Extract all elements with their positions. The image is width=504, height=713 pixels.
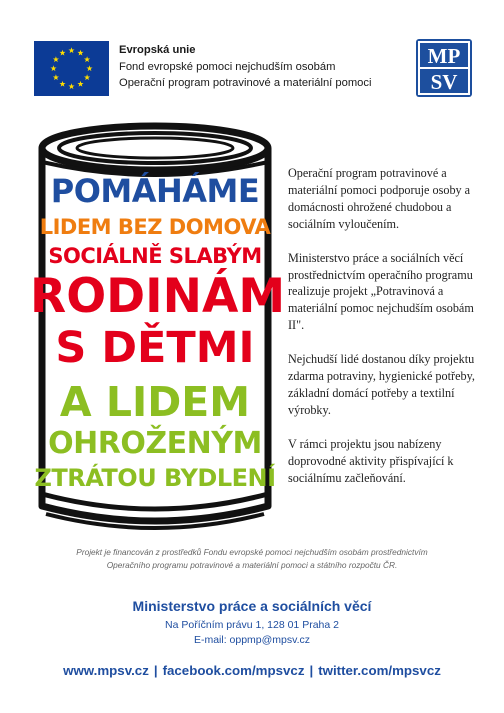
can-line-5: S DĚTMI [55, 323, 255, 373]
info-paragraph-2: Ministerstvo práce a sociálních věcí prostřednictvím operačního programu realizuje projekt „Potravinová a materiální pomoc nejchudším osobám II". [288, 250, 474, 333]
mpsv-logo-bottom: SV [430, 70, 458, 94]
can-line-8: ZTRÁTOU BYDLENÍ [34, 464, 276, 492]
mpsv-logo-top: MP [427, 44, 461, 68]
eu-star-icon [53, 56, 59, 62]
funding-disclaimer [20, 546, 484, 571]
eu-star-icon [59, 50, 65, 56]
web-links [0, 663, 504, 678]
ministry-name: Ministerstvo práce a sociálních věcí [132, 598, 372, 614]
can-line-2: LIDEM BEZ DOMOVA [39, 215, 271, 239]
disclaimer-line-1: Projekt je financován z prostředků Fondu evropské pomoci nejchudším osobám prostřednictvím [76, 547, 428, 557]
info-paragraph-3: Nejchudší lidé dostanou díky projektu zdarma potraviny, hygienické potřeby, základní domácí potřeby a textilní výrobky. [288, 352, 475, 417]
eu-star-icon [77, 81, 83, 87]
can-illustration [30, 118, 286, 538]
link-separator: | [153, 663, 158, 678]
eu-star-icon [53, 74, 59, 80]
can-line-7: OHROŽENÝM [48, 426, 262, 461]
eu-flag-logo [34, 41, 109, 96]
info-paragraph-4: V rámci projektu jsou nabízeny doprovodné aktivity přispívající k sociálnímu začleňování. [288, 436, 454, 485]
can-line-3: SOCIÁLNĚ SLABÝM [48, 244, 262, 268]
link-website[interactable]: www.mpsv.cz [63, 663, 149, 678]
mpsv-logo [416, 39, 472, 97]
info-paragraph-1: Operační program potravinové a materiální pomoci podporuje osoby a domácnosti ohrožené chudobou a sociálním vyloučením. [288, 166, 471, 231]
eu-fund-name: Fond evropské pomoci nejchudším osobám [119, 60, 336, 73]
eu-program-name: Operační program potravinové a materiální pomoci [119, 77, 372, 89]
link-separator: | [309, 663, 314, 678]
eu-program-text [119, 42, 419, 92]
eu-star-icon [86, 65, 92, 71]
ministry-address: Na Poříčním právu 1, 128 01 Praha 2 [165, 619, 339, 631]
eu-star-icon [50, 65, 56, 71]
link-twitter[interactable]: twitter.com/mpsvcz [318, 663, 441, 678]
eu-title: Evropská unie [119, 44, 196, 56]
ministry-email[interactable]: E-mail: oppmp@mpsv.cz [193, 634, 311, 646]
eu-star-icon [84, 74, 90, 80]
eu-star-icon [68, 83, 74, 89]
disclaimer-line-2: Operačního programu potravinové a materiální pomoci a státního rozpočtu ČR. [106, 559, 398, 570]
can-line-4: RODINÁM [30, 269, 286, 324]
link-facebook[interactable]: facebook.com/mpsvcz [162, 663, 305, 678]
info-text-column [288, 165, 484, 504]
eu-star-icon [84, 56, 90, 62]
can-line-1: POMÁHÁME [50, 172, 260, 210]
eu-star-icon [77, 50, 83, 56]
can-line-6: A LIDEM [59, 378, 251, 426]
eu-star-icon [59, 81, 65, 87]
eu-stars-icon [34, 41, 109, 96]
eu-star-icon [68, 47, 74, 53]
